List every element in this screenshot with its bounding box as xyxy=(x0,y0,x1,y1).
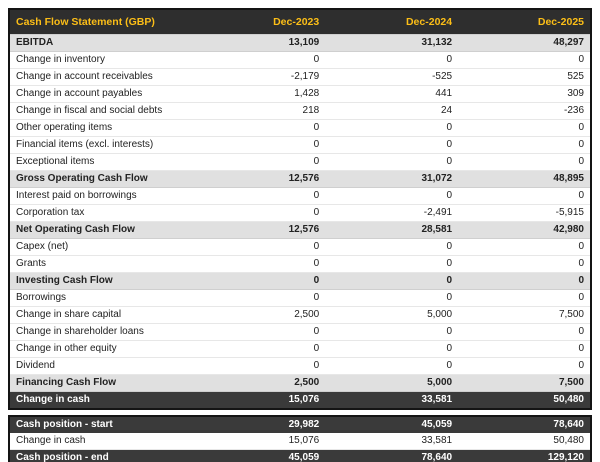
row-value: 0 xyxy=(325,188,458,205)
row-value: 0 xyxy=(325,358,458,375)
row-value: 50,480 xyxy=(458,433,591,450)
row-value: 13,109 xyxy=(192,35,325,52)
row-value: 12,576 xyxy=(192,171,325,188)
row-value: 12,576 xyxy=(192,222,325,239)
row-value: 0 xyxy=(192,137,325,154)
table-row xyxy=(9,324,591,341)
row-value: 0 xyxy=(325,52,458,69)
row-value: 0 xyxy=(458,52,591,69)
row-label: Change in account payables xyxy=(9,86,192,103)
column-header-dec-2024: Dec-2024 xyxy=(325,9,458,35)
row-value: 0 xyxy=(192,256,325,273)
table-header-row xyxy=(9,9,591,35)
row-label: Financial items (excl. interests) xyxy=(9,137,192,154)
row-value: -525 xyxy=(325,69,458,86)
row-value: 0 xyxy=(458,154,591,171)
row-value: 31,072 xyxy=(325,171,458,188)
row-value: 7,500 xyxy=(458,307,591,324)
row-value: 0 xyxy=(325,290,458,307)
row-value: 0 xyxy=(192,120,325,137)
row-value: 0 xyxy=(192,154,325,171)
column-header-dec-2023: Dec-2023 xyxy=(192,9,325,35)
row-value: 0 xyxy=(192,239,325,256)
row-value: 0 xyxy=(458,256,591,273)
table-row xyxy=(9,256,591,273)
table-row xyxy=(9,290,591,307)
row-label: Change in share capital xyxy=(9,307,192,324)
row-label: Change in other equity xyxy=(9,341,192,358)
row-label: Cash position - end xyxy=(9,450,192,462)
row-value: 0 xyxy=(192,273,325,290)
row-value: 0 xyxy=(325,154,458,171)
table-row xyxy=(9,120,591,137)
row-value: 50,480 xyxy=(458,392,591,410)
row-label: Exceptional items xyxy=(9,154,192,171)
row-value: 24 xyxy=(325,103,458,120)
row-value: -2,491 xyxy=(325,205,458,222)
row-value: 0 xyxy=(325,273,458,290)
row-label: Financing Cash Flow xyxy=(9,375,192,392)
row-value: 42,980 xyxy=(458,222,591,239)
row-value: 129,120 xyxy=(458,450,591,462)
row-label: Change in cash xyxy=(9,392,192,410)
row-label: Cash position - start xyxy=(9,416,192,433)
row-value: 0 xyxy=(192,324,325,341)
row-value: 0 xyxy=(325,256,458,273)
row-value: 0 xyxy=(192,290,325,307)
table-row xyxy=(9,392,591,410)
row-value: 45,059 xyxy=(192,450,325,462)
row-value: -2,179 xyxy=(192,69,325,86)
row-value: 0 xyxy=(458,290,591,307)
row-value: 0 xyxy=(192,341,325,358)
row-label: Corporation tax xyxy=(9,205,192,222)
table-row xyxy=(9,137,591,154)
table-row xyxy=(9,433,591,450)
row-value: 0 xyxy=(458,324,591,341)
row-label: Change in account receivables xyxy=(9,69,192,86)
table-row xyxy=(9,273,591,290)
row-value: 28,581 xyxy=(325,222,458,239)
table-row xyxy=(9,450,591,462)
row-value: -236 xyxy=(458,103,591,120)
row-value: 7,500 xyxy=(458,375,591,392)
row-value: 48,297 xyxy=(458,35,591,52)
row-label: Borrowings xyxy=(9,290,192,307)
row-label: Change in inventory xyxy=(9,52,192,69)
row-label: Gross Operating Cash Flow xyxy=(9,171,192,188)
row-label: Investing Cash Flow xyxy=(9,273,192,290)
table-row xyxy=(9,86,591,103)
table-title: Cash Flow Statement (GBP) xyxy=(9,9,192,35)
row-value: 48,895 xyxy=(458,171,591,188)
row-value: 33,581 xyxy=(325,392,458,410)
table-row xyxy=(9,188,591,205)
row-label: Dividend xyxy=(9,358,192,375)
table-row xyxy=(9,375,591,392)
row-value: 0 xyxy=(325,137,458,154)
table-row xyxy=(9,52,591,69)
row-value: 1,428 xyxy=(192,86,325,103)
row-label: Change in fiscal and social debts xyxy=(9,103,192,120)
row-label: Capex (net) xyxy=(9,239,192,256)
row-value: 0 xyxy=(325,120,458,137)
row-value: 45,059 xyxy=(325,416,458,433)
row-value: 0 xyxy=(458,137,591,154)
table-row xyxy=(9,35,591,52)
row-value: 78,640 xyxy=(458,416,591,433)
table-row xyxy=(9,239,591,256)
row-value: 0 xyxy=(458,188,591,205)
row-value: 441 xyxy=(325,86,458,103)
row-value: 29,982 xyxy=(192,416,325,433)
row-value: 0 xyxy=(192,52,325,69)
row-value: 0 xyxy=(458,273,591,290)
summary-table-body xyxy=(9,416,591,462)
row-value: 218 xyxy=(192,103,325,120)
row-label: Interest paid on borrowings xyxy=(9,188,192,205)
row-value: -5,915 xyxy=(458,205,591,222)
row-label: Change in shareholder loans xyxy=(9,324,192,341)
row-value: 525 xyxy=(458,69,591,86)
table-row xyxy=(9,171,591,188)
table-row xyxy=(9,307,591,324)
row-label: Grants xyxy=(9,256,192,273)
row-value: 5,000 xyxy=(325,307,458,324)
row-value: 78,640 xyxy=(325,450,458,462)
table-row xyxy=(9,416,591,433)
row-value: 0 xyxy=(325,239,458,256)
table-row xyxy=(9,341,591,358)
row-value: 31,132 xyxy=(325,35,458,52)
row-value: 15,076 xyxy=(192,433,325,450)
row-label: Change in cash xyxy=(9,433,192,450)
table-row xyxy=(9,69,591,86)
row-value: 2,500 xyxy=(192,375,325,392)
row-value: 15,076 xyxy=(192,392,325,410)
row-value: 0 xyxy=(458,120,591,137)
table-row xyxy=(9,103,591,120)
row-label: Other operating items xyxy=(9,120,192,137)
table-body xyxy=(9,35,591,410)
row-value: 33,581 xyxy=(325,433,458,450)
row-value: 0 xyxy=(192,205,325,222)
row-value: 0 xyxy=(458,358,591,375)
row-label: Net Operating Cash Flow xyxy=(9,222,192,239)
cash-position-summary-table xyxy=(8,415,592,462)
row-value: 0 xyxy=(325,324,458,341)
row-value: 0 xyxy=(458,341,591,358)
cash-flow-table xyxy=(8,8,592,410)
column-header-dec-2025: Dec-2025 xyxy=(458,9,591,35)
row-value: 5,000 xyxy=(325,375,458,392)
row-value: 0 xyxy=(192,188,325,205)
row-value: 0 xyxy=(325,341,458,358)
row-value: 0 xyxy=(192,358,325,375)
row-value: 0 xyxy=(458,239,591,256)
table-row xyxy=(9,205,591,222)
row-value: 309 xyxy=(458,86,591,103)
row-value: 2,500 xyxy=(192,307,325,324)
row-label: EBITDA xyxy=(9,35,192,52)
table-row xyxy=(9,358,591,375)
table-row xyxy=(9,154,591,171)
table-row xyxy=(9,222,591,239)
